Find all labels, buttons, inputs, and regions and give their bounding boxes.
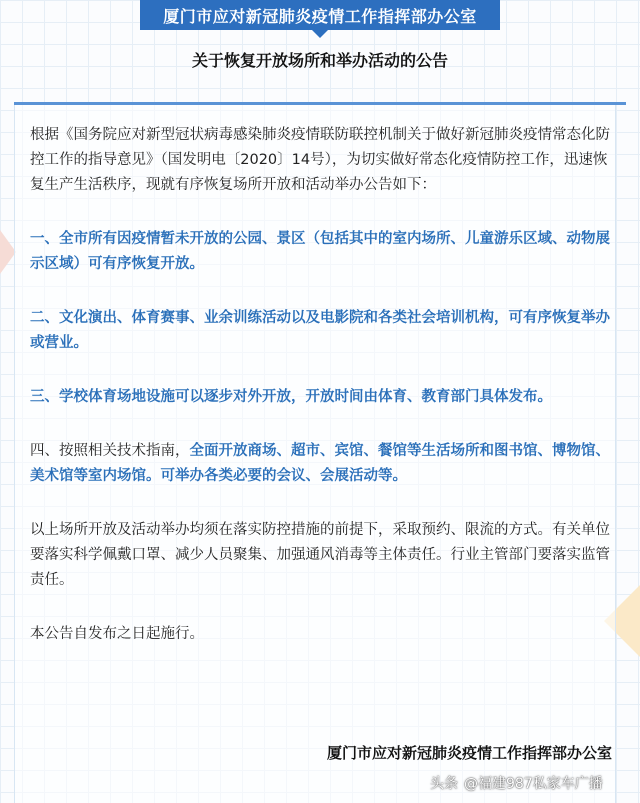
effective-date-paragraph: 本公告自发布之日起施行。 [30,626,204,642]
watermark-platform: 头条 [430,776,458,792]
requirements-paragraph: 以上场所开放及活动举办均须在落实防控措施的前提下，采取预约、限流的方式。有关单位要落实科学佩戴口罩、减少人员聚集、加强通风消毒等主体责任。行业主管部门要落实监管责任。 [30,522,610,588]
intro-paragraph: 根据《国务院应对新型冠状病毒感染肺炎疫情联防联控机制关于做好新冠肺炎疫情常态化防控工作的指导意见》（国发明电〔2020〕14号），为切实做好常态化疫情防控工作，迅速恢复生产生活秩序，现就有序恢复场所开放和活动举办公告如下： [30,127,610,193]
item-4-paragraph [30,439,618,489]
source-watermark [430,770,630,796]
issuing-office-banner: 厦门市应对新冠肺炎疫情工作指挥部办公室 [140,0,500,30]
banner-notch [312,30,328,38]
item-4-highlight: 全面开放商场、超市、宾馆、餐馆等生活场所和图书馆、博物馆、美术馆等室内场馆。可举办各类必要的会议、会展活动等。 [30,443,610,484]
signature-office: 厦门市应对新冠肺炎疫情工作指挥部办公室 [326,744,612,762]
announcement-body [30,123,618,647]
item-2-paragraph: 二、文化演出、体育赛事、业余训练活动以及电影院和各类社会培训机构，可有序恢复举办或营业。 [30,310,610,351]
item-3-paragraph: 三、学校体育场地设施可以逐步对外开放，开放时间由体育、教育部门具体发布。 [30,389,552,405]
item-1-paragraph: 一、全市所有因疫情暂未开放的公园、景区（包括其中的室内场所、儿童游乐区域、动物展示区域）可有序恢复开放。 [30,231,610,272]
announcement-title: 关于恢复开放场所和举办活动的公告 [191,51,448,70]
item-4-prefix: 四、按照相关技术指南， [30,443,190,459]
card-top-rule [14,102,626,105]
watermark-account: @福建987私家车广播 [464,776,603,792]
